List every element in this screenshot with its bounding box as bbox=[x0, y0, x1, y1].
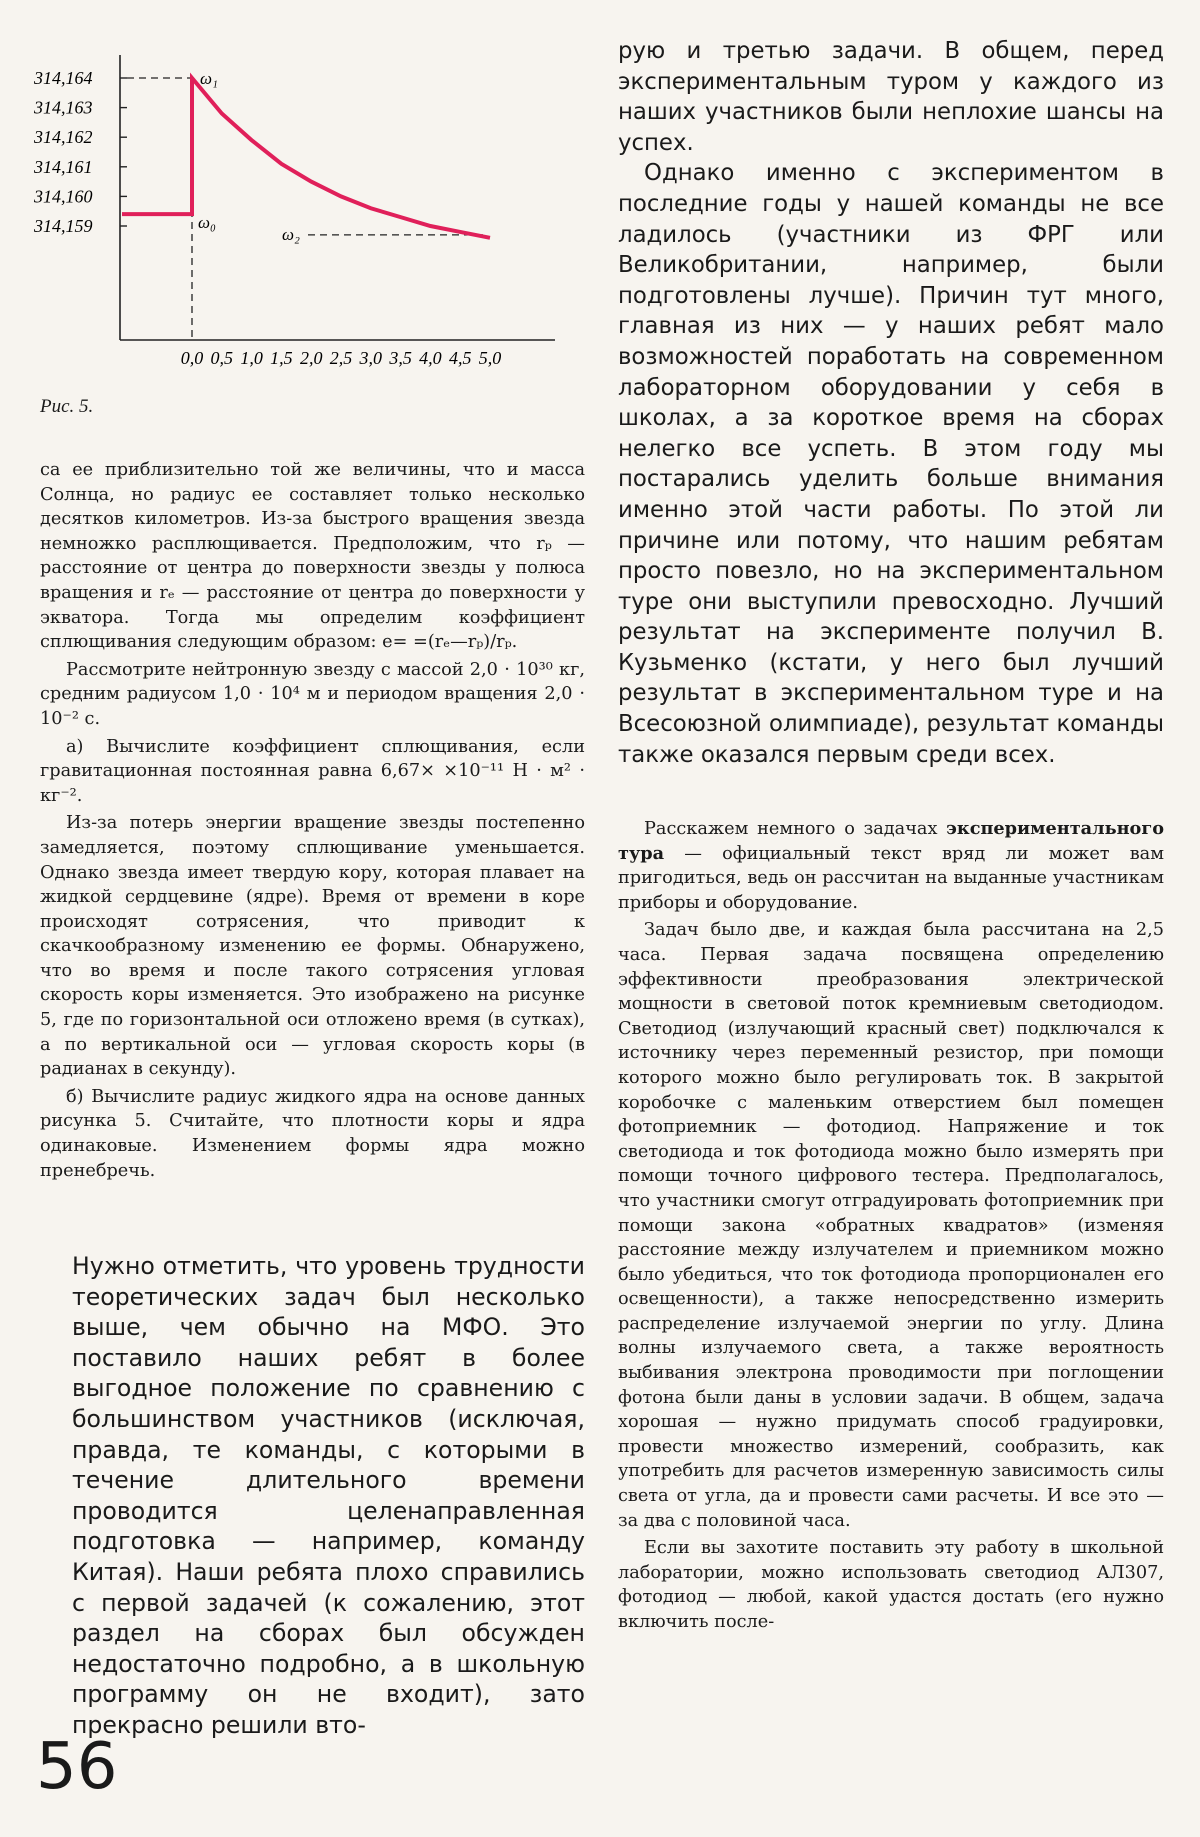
x-tick-label: 3,0 bbox=[359, 348, 383, 368]
y-axis-ticks bbox=[33, 68, 127, 236]
x-tick-label: 5,0 bbox=[478, 348, 502, 368]
y-tick-label: 314,159 bbox=[34, 216, 93, 236]
x-tick-label: 3,5 bbox=[389, 348, 412, 368]
experiment-paragraph bbox=[618, 817, 1164, 915]
article-text-right bbox=[618, 36, 1164, 770]
problem-paragraph: са ее приблизительно той же величины, что и масса Солнца, но радиус ее составляет только несколько десятков километров. Из-за быстрого вращения звезда немножко расплющивается. Предположим, что rₚ — расстояние от центра до поверхности звезды у полюса вращения и rₑ — расстояние от центра до поверхности у экватора. Тогда мы определим коэффициент сплющивания следующим образом: e= =(rₑ—rₚ)/rₚ. bbox=[40, 460, 585, 653]
x-tick-label: 1,0 bbox=[240, 348, 263, 368]
x-tick-label: 0,5 bbox=[210, 348, 234, 368]
y-tick-label: 314,163 bbox=[34, 97, 93, 118]
omega1-label: ω₁ bbox=[200, 69, 218, 88]
problem-paragraph: а) Вычислите коэффициент сплющивания, если гравитационная постоянная равна 6,67× ×10⁻¹¹ Н · м² · кг⁻². bbox=[40, 736, 585, 806]
article-paragraph: Нужно отметить, что уровень трудности теоретических задач был несколько выше, чем обычно на МФО. Это поставило наших ребят в более выгодное положение по сравнению с большинством участников (исключая, правда, те команды, с которыми в течение длительного времени проводится целенаправленная подготовка — например, команду Китая). Наши ребята плохо справились с первой задачей (к сожалению, этот раздел на сборах был обсужден недостаточно подробно, а в школьную программу он не входит), зато прекрасно решили вто- bbox=[72, 1252, 585, 1739]
omega2-label: ω₂ bbox=[282, 224, 300, 244]
y-tick-label: 314,164 bbox=[34, 68, 93, 88]
article-text-left bbox=[72, 1251, 585, 1741]
problem-text bbox=[40, 458, 585, 1186]
x-tick-label: 2,5 bbox=[329, 348, 353, 368]
article-paragraph: рую и третью задачи. В общем, перед экспериментальным туром у каждого из наших участников были неплохие шансы на успех. bbox=[618, 38, 1164, 156]
problem-paragraph: Из-за потерь энергии вращение звезды постепенно замедляется, поэтому сплющивание уменьшается. Однако звезда имеет твердую кору, которая плавает на жидкой сердцевине (ядре). Время от времени в коре происходят сотрясения, что приводит к скачкообразному изменению ее формы. Обнаружено, что во время и после такого сотрясения угловая скорость коры изменяется. Это изображено на рисунке 5, где по горизонтальной оси отложено время (в сутках), а по вертикальной оси — угловая скорость коры (в радианах в секунду). bbox=[40, 813, 585, 1080]
problem-paragraph: б) Вычислите радиус жидкого ядра на основе данных рисунка 5. Считайте, что плотности коры и ядра одинаковые. Изменением формы ядра можно пренебречь. bbox=[40, 1086, 585, 1181]
text-run: Расскажем немного о задачах bbox=[644, 819, 947, 839]
y-tick-label: 314,160 bbox=[34, 186, 93, 207]
angular-velocity-curve bbox=[122, 78, 490, 238]
experiment-paragraph: Задач было две, и каждая была рассчитана на 2,5 часа. Первая задача посвящена определению эффективности преобразования электрической мощности в световой поток кремниевым светодиодом. Светодиод (излучающий красный свет) подключался к источнику через переменный резистор, при помощи которого можно было регулировать ток. В закрытой коробочке с маленьким отверстием был помещен фотоприемник — фотодиод. Напряжение и ток светодиода и ток фотодиода можно было измерять при помощи точного цифрового тестера. Предполагалось, что участники смогут отградуировать фотоприемник при помощи закона «обратных квадратов» (изменяя расстояние между излучателем и приемником можно было убедиться, что ток фотодиода пропорционален его освещенности), а также непосредственно измерить распределение излучаемой энергии по углу. Длина волны излучаемого света, а также вероятность выбивания электрона проводимости при поглощении фотона были даны в условии задачи. В общем, задача хорошая — нужно придумать способ градуировки, провести множество измерений, сообразить, как употребить для расчетов измеренную зависимость силы света от угла, да и провести сами расчеты. И все это — за два с половиной часа. bbox=[618, 920, 1164, 1531]
article-paragraph: Однако именно с экспериментом в последние годы у нашей команды не все ладилось (участники из ФРГ или Великобритании, например, были подготовлены лучше). Причин тут много, главная из них — у наших ребят мало возможностей поработать на современном лабораторном оборудовании у себя в школах, а за короткое время на сборах нелегко все успеть. В этом году мы постарались уделить больше внимания именно этой части работы. По этой ли причине или потому, что нашим ребятам просто повезло, но на экспериментальном туре они выступили превосходно. Лучший результат на эксперименте получил В. Кузьменко (кстати, у него был лучший результат в экспериментальном туре и на Всесоюзной олимпиаде), результат команды также оказался первым среди всех. bbox=[618, 160, 1164, 768]
y-tick-label: 314,162 bbox=[34, 127, 93, 148]
x-axis-ticks bbox=[181, 348, 502, 368]
experiment-text bbox=[618, 817, 1164, 1638]
x-tick-label: 4,5 bbox=[448, 348, 472, 368]
problem-paragraph: Рассмотрите нейтронную звезду с массой 2,0 · 10³⁰ кг, средним радиусом 1,0 · 10⁴ м и периодом вращения 2,0 · 10⁻² с. bbox=[40, 659, 585, 729]
y-tick-label: 314,161 bbox=[34, 156, 93, 177]
omega0-label: ω₀ bbox=[198, 213, 216, 233]
x-tick-label: 2,0 bbox=[299, 348, 323, 368]
figure-angular-velocity-plot bbox=[20, 30, 580, 430]
dashed-guides bbox=[127, 78, 484, 340]
x-tick-label: 4,0 bbox=[419, 348, 442, 368]
x-tick-label: 1,5 bbox=[270, 348, 293, 368]
figure-caption: Рис. 5. bbox=[40, 396, 94, 417]
page-number: 56 bbox=[36, 1730, 118, 1804]
experiment-paragraph: Если вы захотите поставить эту работу в школьной лаборатории, можно использовать светодиод АЛ307, фотодиод — любой, какой удастся достать (его нужно включить после- bbox=[618, 1538, 1164, 1632]
bold-term: экспериментального тура bbox=[618, 818, 1164, 864]
x-tick-label: 0,0 bbox=[180, 348, 204, 368]
text-run: — официальный текст вряд ли может вам пригодиться, ведь он рассчитан на выданные участникам приборы и оборудование. bbox=[618, 843, 1164, 913]
